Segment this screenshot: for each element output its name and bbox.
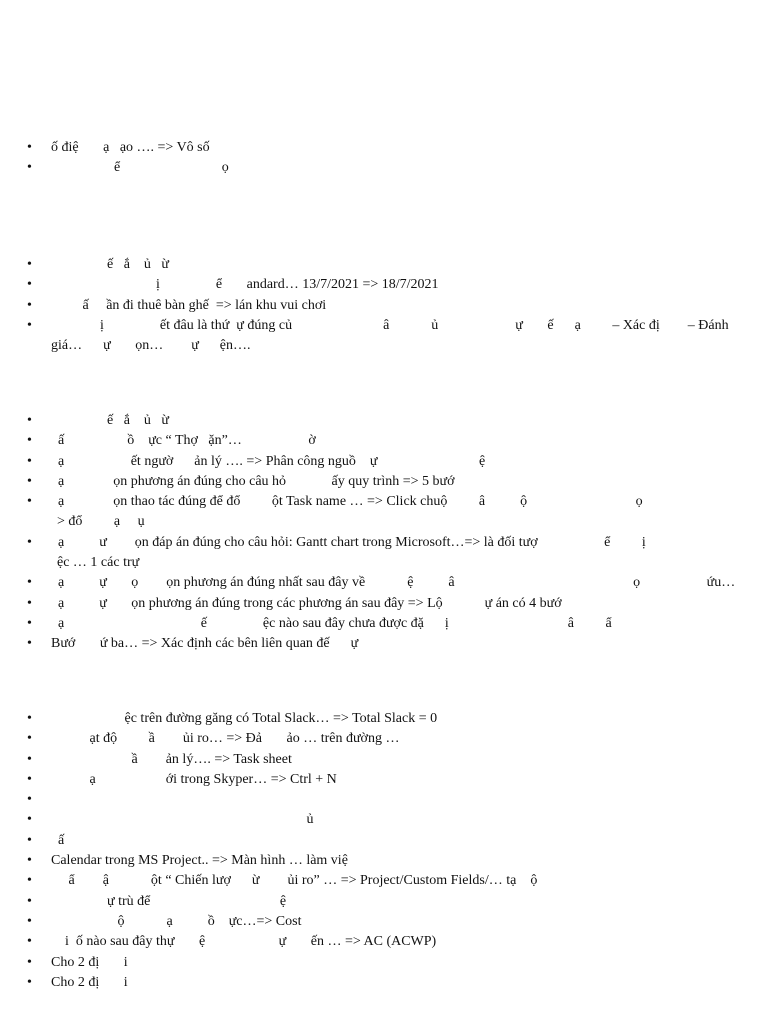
list-item — [0, 750, 768, 770]
item-text: ạ ọn phương án đúng cho câu hỏ ấy quy trình => 5 bướ — [51, 473, 455, 489]
item-text-continuation: > đổ ạ ụ — [57, 514, 145, 530]
list-item — [0, 851, 768, 871]
list-item — [0, 472, 768, 492]
item-text: ế ắ ủ ừ — [51, 257, 170, 272]
list-item — [0, 953, 768, 973]
item-text-continuation: ệc … 1 các trự — [57, 555, 140, 571]
list-item — [0, 871, 768, 891]
item-text: ạ ới trong Skyper… => Ctrl + N — [51, 771, 337, 787]
item-text: Bướ ứ ba… => Xác định các bên liên quan đế ự — [51, 636, 359, 652]
list-item — [0, 138, 768, 158]
item-text: ấ ần đi thuê bàn ghế => lán khu vui chơi — [51, 297, 327, 313]
list-item — [0, 573, 768, 593]
item-text-continuation: giá… ự ọn… ự ện…. — [51, 338, 251, 354]
item-text: ố điệ ạ ạo …. => Vô số — [51, 140, 210, 155]
list-item — [0, 255, 768, 275]
item-text: Calendar trong MS Project.. => Màn hình … làm việ — [51, 853, 348, 869]
list-item — [0, 831, 768, 851]
bullet-list-4 — [0, 709, 768, 993]
item-text: i ố nào sau đây thự ệ ự ến … => AC (ACWP) — [51, 934, 437, 950]
list-item — [0, 275, 768, 295]
list-item — [0, 614, 768, 634]
item-text: ạ ế ệc nào sau đây chưa được đặ ị â ẩ — [51, 615, 612, 631]
bullet-list-2 — [0, 255, 768, 356]
item-text: Cho 2 đị i — [51, 974, 128, 990]
list-item — [0, 912, 768, 932]
list-item — [0, 296, 768, 316]
list-item — [0, 452, 768, 472]
item-text: ệc trên đường găng có Total Slack… => Total Slack = 0 — [51, 711, 438, 726]
item-text: • ạ ư ọn đáp án đúng cho câu hỏi: Gantt chart trong Microsoft…=> là đối tượ ể ị — [51, 534, 646, 550]
list-item — [0, 594, 768, 614]
item-text: ấ ồ ực “ Thợ ặn”… ờ — [51, 433, 316, 449]
list-item — [0, 533, 768, 574]
item-text: ể ọ — [51, 160, 229, 176]
list-item — [0, 973, 768, 993]
item-text: • ị ết đâu là thứ ự đúng củ â ủ ự ế ạ – Xác đị – Đánh — [51, 317, 729, 333]
item-text: ẩ ậ ột “ Chiến lượ ừ ủi ro” … => Project/Custom Fields/… tạ ộ — [51, 873, 538, 889]
list-item — [0, 634, 768, 654]
list-item — [0, 411, 768, 431]
item-text: • ạ ọn thao tác đúng để đổ ột Task name … => Click chuộ â ộ ọ — [51, 494, 643, 510]
list-item — [0, 492, 768, 533]
item-text: ấ — [51, 832, 65, 848]
bullet-list-1 — [0, 138, 768, 179]
item-text: ủ — [51, 812, 314, 828]
item-text: ạ ết ngườ ản lý …. => Phân công nguồ ự ệ — [51, 453, 486, 469]
list-item — [0, 158, 768, 178]
item-text: ạ ự ọn phương án đúng trong các phương án sau đây => Lộ ự án có 4 bướ — [51, 595, 562, 611]
item-text: ị ể andard… 13/7/2021 => 18/7/2021 — [51, 277, 439, 293]
item-text: ự trù để ệ — [51, 893, 287, 909]
list-item — [0, 770, 768, 790]
item-text: ầ ản lý…. => Task sheet — [51, 751, 292, 767]
item-text: ế ắ ủ ừ — [51, 413, 170, 428]
list-item — [0, 709, 768, 729]
item-text: ạt độ ầ ủi ro… => Đả ảo … trên đường … — [51, 731, 400, 747]
list-item — [0, 892, 768, 912]
item-text: Cho 2 đị i — [51, 954, 128, 970]
item-text: ạ ự ọ ọn phương án đúng nhất sau đây về ệ â ọ ứu… — [51, 575, 736, 591]
list-item — [0, 431, 768, 451]
list-item — [0, 932, 768, 952]
list-item — [0, 810, 768, 830]
list-item — [0, 729, 768, 749]
item-text: ộ ạ ồ ực…=> Cost — [51, 913, 302, 929]
list-item — [0, 790, 768, 810]
bullet-list-3 — [0, 411, 768, 655]
list-item — [0, 316, 768, 357]
